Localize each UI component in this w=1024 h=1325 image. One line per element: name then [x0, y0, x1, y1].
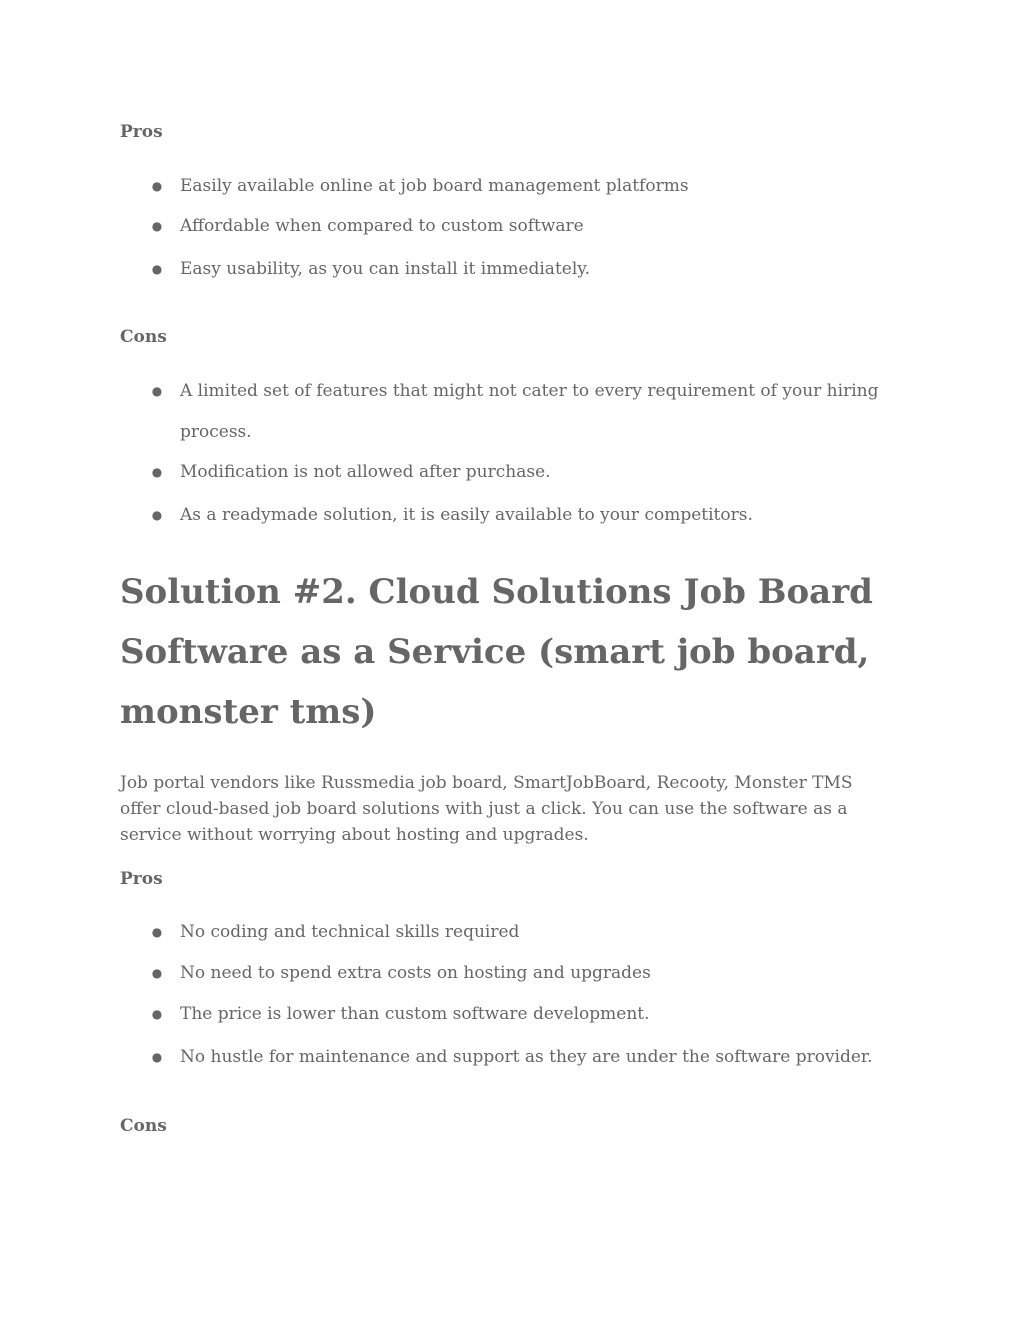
list-item [150, 912, 910, 953]
bullet-icon: ● [151, 1007, 163, 1021]
section-title: Solution #2. Cloud Solutions Job Board Software as a Service (smart job board, monster tms) [120, 572, 873, 732]
list-item-text: As a readymade solution, it is easily available to your competitors. [180, 505, 753, 525]
pros-heading: Pros [120, 122, 163, 142]
bullet-icon: ● [151, 925, 163, 939]
cons-heading: Cons [120, 327, 167, 347]
bullet-icon: ● [151, 465, 163, 479]
bullet-icon: ● [151, 966, 163, 980]
pros-heading: Pros [120, 869, 163, 889]
bullet-icon: ● [151, 384, 163, 398]
list-item-text: Easy usability, as you can install it immediately. [180, 259, 591, 279]
list-item-text: No coding and technical skills required [180, 922, 520, 942]
list-item-text: A limited set of features that might not cater to every requirement of your hiring process. [180, 381, 879, 442]
list-item-text: Easily available online at job board management platforms [180, 176, 689, 196]
list-item-text: No need to spend extra costs on hosting and upgrades [180, 963, 651, 983]
bullet-icon: ● [151, 508, 163, 522]
bullet-icon: ● [151, 219, 163, 233]
list-item [150, 1037, 910, 1078]
bullet-icon: ● [151, 1050, 163, 1064]
list-item [150, 953, 910, 994]
list-item [150, 371, 910, 453]
list-item [150, 495, 910, 536]
section-description: Job portal vendors like Russmedia job board, SmartJobBoard, Recooty, Monster TMS offer cloud-based job board solutions with just a click. You can use the software as a service without worrying about hosting and upgrades. [120, 773, 853, 845]
list-item-text: Modification is not allowed after purchase. [180, 462, 551, 482]
bullet-icon: ● [151, 179, 163, 193]
list-item-text: No hustle for maintenance and support as they are under the software provider. [180, 1047, 873, 1067]
list-item [150, 249, 910, 290]
bullet-icon: ● [151, 262, 163, 276]
list-item [150, 994, 910, 1035]
list-item-text: The price is lower than custom software development. [180, 1004, 650, 1024]
cons-heading: Cons [120, 1116, 167, 1136]
list-item [150, 166, 910, 207]
list-item [150, 206, 910, 247]
list-item [150, 452, 910, 493]
list-item-text: Affordable when compared to custom software [180, 216, 584, 236]
